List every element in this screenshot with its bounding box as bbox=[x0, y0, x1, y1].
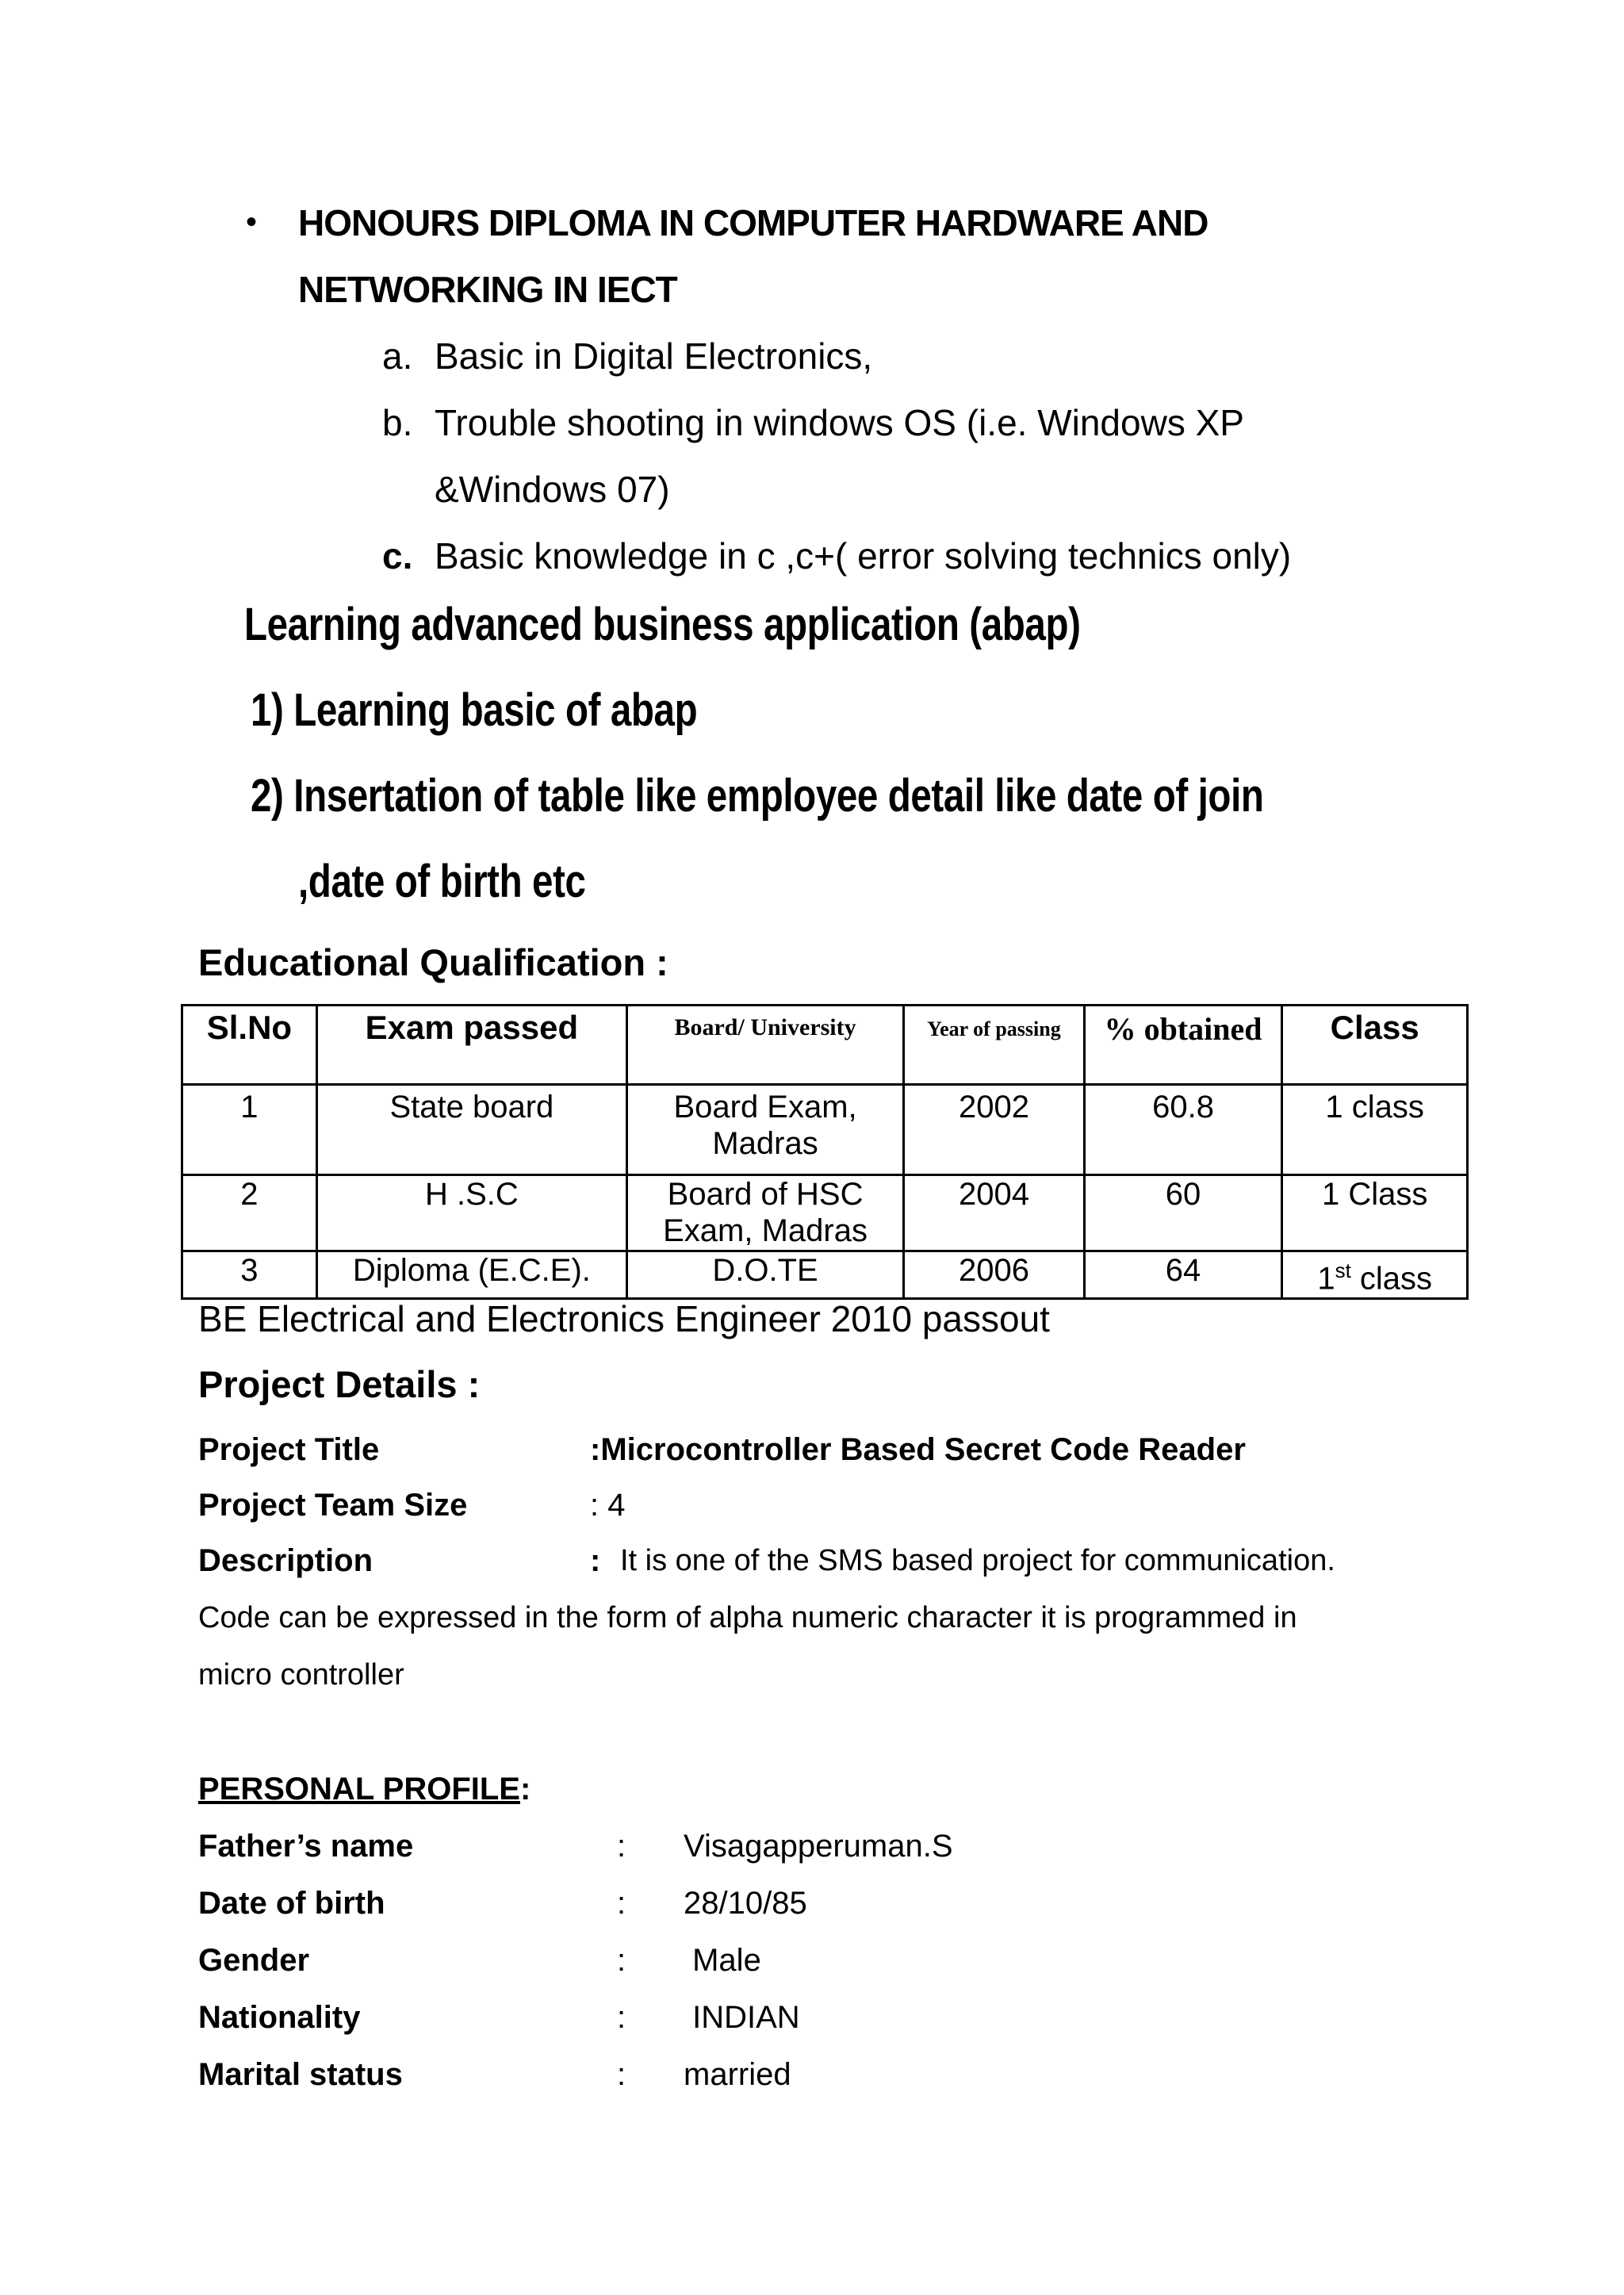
cell-year: 2004 bbox=[904, 1175, 1085, 1251]
cell-percent: 60.8 bbox=[1084, 1085, 1282, 1175]
nationality-value: INDIAN bbox=[684, 2000, 800, 2035]
cell-class: 1 class bbox=[1282, 1085, 1468, 1175]
column-header-board: Board/ University bbox=[626, 1006, 903, 1085]
project-title-value bbox=[590, 1432, 1246, 1468]
item-text-b-continued: &Windows 07) bbox=[435, 469, 670, 510]
description-label: Description bbox=[198, 1543, 373, 1578]
education-heading: Educational Qualification : bbox=[198, 941, 668, 983]
cell-percent: 64 bbox=[1084, 1251, 1282, 1299]
table-header-row bbox=[182, 1006, 1468, 1085]
honours-heading-line1: HONOURS DIPLOMA IN COMPUTER HARDWARE AND bbox=[298, 202, 1208, 243]
class-superscript: st bbox=[1335, 1259, 1351, 1282]
column-header-exam: Exam passed bbox=[316, 1006, 626, 1085]
nationality-label: Nationality bbox=[198, 2000, 361, 2035]
cell-year: 2002 bbox=[904, 1085, 1085, 1175]
table-row bbox=[182, 1251, 1468, 1299]
personal-profile-heading-text: PERSONAL PROFILE bbox=[198, 1772, 520, 1806]
gender-label: Gender bbox=[198, 1943, 310, 1978]
project-title-label: Project Title bbox=[198, 1432, 380, 1467]
abap-item-2-line1: 2) Insertation of table like employee detail like date of join bbox=[251, 770, 1264, 822]
class-suffix: class bbox=[1350, 1261, 1433, 1297]
class-number: 1 bbox=[1317, 1261, 1335, 1297]
gender-colon: : bbox=[617, 1943, 626, 1978]
project-title-value-text: :Microcontroller Based Secret Code Reader bbox=[590, 1432, 1246, 1467]
cell-year: 2006 bbox=[904, 1251, 1085, 1299]
marital-status-label: Marital status bbox=[198, 2057, 403, 2092]
personal-profile-heading-colon: : bbox=[519, 1772, 531, 1806]
marital-status-colon: : bbox=[617, 2057, 626, 2092]
bullet-icon: • bbox=[246, 205, 258, 239]
description-colon: : bbox=[590, 1543, 601, 1578]
table-row bbox=[182, 1175, 1468, 1251]
cell-board: Board of HSC Exam, Madras bbox=[626, 1175, 903, 1251]
project-team-value: : 4 bbox=[590, 1488, 626, 1523]
project-team-label: Project Team Size bbox=[198, 1488, 468, 1523]
gender-value: Male bbox=[684, 1943, 761, 1978]
cell-exam: Diploma (E.C.E). bbox=[316, 1251, 626, 1299]
item-text-c: Basic knowledge in c ,c+( error solving technics only) bbox=[435, 535, 1292, 577]
cell-board: D.O.TE bbox=[626, 1251, 903, 1299]
abap-item-2-line2: ,date of birth etc bbox=[298, 856, 586, 907]
project-heading: Project Details : bbox=[198, 1363, 481, 1405]
dob-colon: : bbox=[617, 1886, 626, 1921]
table-row bbox=[182, 1085, 1468, 1175]
cell-class: 1 Class bbox=[1282, 1175, 1468, 1251]
cell-slno: 1 bbox=[182, 1085, 317, 1175]
column-header-slno: Sl.No bbox=[182, 1006, 317, 1085]
cell-slno: 2 bbox=[182, 1175, 317, 1251]
be-degree-line: BE Electrical and Electronics Engineer 2010 passout bbox=[198, 1298, 1050, 1339]
honours-heading-line2: NETWORKING IN IECT bbox=[298, 269, 677, 310]
column-header-year: Year of passing bbox=[904, 1006, 1085, 1085]
marital-status-value: married bbox=[684, 2057, 791, 2092]
cell-exam: H .S.C bbox=[316, 1175, 626, 1251]
item-text-a: Basic in Digital Electronics, bbox=[435, 335, 873, 377]
item-marker-a: a. bbox=[382, 335, 413, 377]
abap-item-1: 1) Learning basic of abap bbox=[251, 684, 698, 736]
item-marker-c: c. bbox=[382, 535, 413, 577]
dob-value: 28/10/85 bbox=[684, 1886, 807, 1921]
nationality-colon: : bbox=[617, 2000, 626, 2035]
column-header-percent: % obtained bbox=[1084, 1006, 1282, 1085]
description-line-2: Code can be expressed in the form of alpha numeric character it is programmed in bbox=[198, 1601, 1297, 1634]
cell-board: Board Exam, Madras bbox=[626, 1085, 903, 1175]
cell-slno: 3 bbox=[182, 1251, 317, 1299]
cell-class bbox=[1282, 1251, 1468, 1299]
item-text-b: Trouble shooting in windows OS (i.e. Windows XP bbox=[435, 402, 1244, 443]
cell-percent: 60 bbox=[1084, 1175, 1282, 1251]
personal-profile-heading bbox=[198, 1772, 530, 1807]
abap-heading: Learning advanced business application (abap) bbox=[244, 599, 1081, 650]
cell-exam: State board bbox=[316, 1085, 626, 1175]
column-header-class: Class bbox=[1282, 1006, 1468, 1085]
description-first-line: It is one of the SMS based project for communication. bbox=[620, 1544, 1335, 1577]
father-name-colon: : bbox=[617, 1829, 626, 1864]
father-name-label: Father’s name bbox=[198, 1829, 414, 1864]
education-table bbox=[181, 1004, 1469, 1300]
father-name-value: Visagapperuman.S bbox=[684, 1829, 953, 1864]
item-marker-b: b. bbox=[382, 402, 413, 443]
description-line-3: micro controller bbox=[198, 1658, 404, 1692]
dob-label: Date of birth bbox=[198, 1886, 385, 1921]
